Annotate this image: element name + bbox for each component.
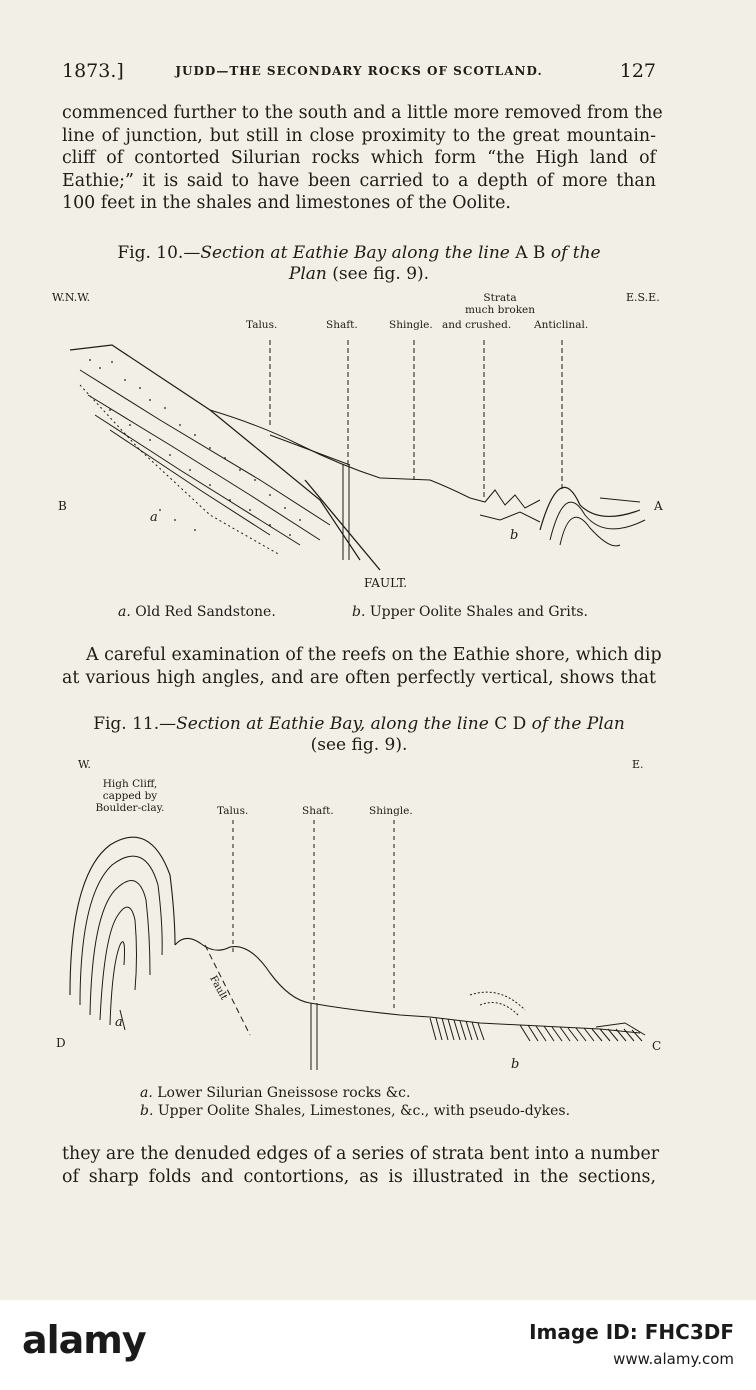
fig11-fault-label: Fault xyxy=(207,974,230,1003)
gneiss-fold xyxy=(80,856,162,1005)
fig11-legend-b-letter: b. xyxy=(140,1103,154,1119)
crushed-strata xyxy=(480,512,540,522)
fig11-label-shingle: Shingle. xyxy=(369,805,413,817)
text-line: 100 feet in the shales and limestones of the Oolite. xyxy=(62,193,511,213)
text-line: of sharp folds and contortions, as is illustrated in the sections, xyxy=(62,1166,656,1187)
paragraph-3 xyxy=(62,1143,660,1188)
fig10-caption-italic2: of the xyxy=(550,243,601,263)
fig10-legend-a-letter: a. xyxy=(118,604,131,620)
fig10-legend-b xyxy=(352,604,588,620)
bedding-line xyxy=(88,395,320,540)
fig10-strata-line3: and crushed. xyxy=(442,319,512,331)
fig10-fault-label: FAULT. xyxy=(364,576,408,590)
fig10-strata-line1: Strata xyxy=(483,292,517,304)
fig11-cliff-line1: High Cliff, xyxy=(102,778,158,790)
text-line: A careful examination of the reefs on the Eathie shore, which dip xyxy=(86,645,662,665)
fig11-label-cliff xyxy=(85,778,175,814)
anticline-fold xyxy=(550,502,645,540)
strata-line xyxy=(600,498,640,502)
fig10-legend-a xyxy=(118,604,276,620)
text-line: cliff of contorted Silurian rocks which form “the High land of xyxy=(62,148,656,168)
fig10-legend-b-letter: b. xyxy=(352,604,366,620)
text-line: Eathie;” it is said to have been carried to a depth of more than xyxy=(62,170,656,191)
header-title: JUDD—THE SECONDARY ROCKS OF SCOTLAND. xyxy=(175,64,543,78)
header-year: 1873.] xyxy=(62,60,124,82)
fig10-label-shingle: Shingle. xyxy=(389,319,433,331)
bedding-line xyxy=(95,415,300,545)
fig11-mark-b: b xyxy=(511,1057,520,1072)
running-head xyxy=(62,60,656,86)
fig11-label-shaft: Shaft. xyxy=(302,805,334,817)
fig11-direction-left: W. xyxy=(78,758,91,771)
text-line: commenced further to the south and a little more removed from the xyxy=(62,103,663,123)
figure-11-caption xyxy=(62,714,656,756)
fig11-caption-italic1: Section at Eathie Bay, along the line xyxy=(176,714,489,734)
text-line: line of junction, but still in close proximity to the great mountain- xyxy=(62,125,656,146)
gneiss-fold xyxy=(90,881,150,1015)
fig10-caption-italic1: Section at Eathie Bay along the line xyxy=(200,243,510,263)
gneiss-fold xyxy=(70,837,175,995)
ground-surface xyxy=(210,410,470,498)
text-line: they are the denuded edges of a series of strata bent into a number xyxy=(62,1144,660,1164)
fig11-legend-a xyxy=(140,1085,410,1101)
fig10-end-left: B xyxy=(58,499,67,513)
fig11-caption-letters: C D xyxy=(494,714,527,734)
fig11-cliff-line3: Boulder-clay. xyxy=(95,802,165,814)
talus-slope xyxy=(270,435,350,465)
fig10-legend-b-text: Upper Oolite Shales and Grits. xyxy=(369,604,588,620)
pseudo-dyke xyxy=(470,992,525,1010)
ground-surface xyxy=(175,938,430,1017)
fig10-legend-a-text: Old Red Sandstone. xyxy=(135,604,276,620)
pseudo-dyke xyxy=(480,1003,518,1015)
fig11-cliff-line2: capped by xyxy=(102,790,158,802)
gneiss-fold xyxy=(110,942,125,1025)
anticline-fold xyxy=(560,517,620,546)
fig10-direction-left: W.N.W. xyxy=(52,291,91,304)
fig11-caption-italic2: of the Plan xyxy=(531,714,625,734)
bedding-line xyxy=(110,430,270,535)
fig11-caption-see: (see fig. 9). xyxy=(310,735,408,755)
fig11-caption-prefix: Fig. 11.— xyxy=(93,714,177,734)
paragraph-2 xyxy=(62,644,662,689)
fig10-caption-prefix: Fig. 10.— xyxy=(117,243,201,263)
image-id: Image ID: FHC3DF xyxy=(529,1320,734,1344)
fig10-mark-b: b xyxy=(510,528,519,543)
stock-footer xyxy=(0,1300,756,1390)
fig11-end-left: D xyxy=(56,1036,66,1050)
fault-line xyxy=(205,945,250,1035)
fig10-mark-a: a xyxy=(150,510,158,525)
crushed-strata xyxy=(470,490,540,508)
fig10-strata-line2: much broken xyxy=(464,304,536,316)
fig10-label-shaft: Shaft. xyxy=(326,319,358,331)
fig11-legend-a-letter: a. xyxy=(140,1085,153,1101)
fig10-direction-right: E.S.E. xyxy=(626,291,660,304)
page-number: 127 xyxy=(619,60,656,82)
text-line: at various high angles, and are often perfectly vertical, shows that xyxy=(62,667,656,688)
fig11-legend-b xyxy=(140,1103,570,1119)
fig10-label-anticlinal: Anticlinal. xyxy=(534,319,589,331)
alamy-logo: alamy xyxy=(22,1318,146,1362)
website-url: www.alamy.com xyxy=(613,1350,734,1368)
sandstone-stipple xyxy=(89,359,301,536)
gneiss-fold xyxy=(100,907,137,1020)
fig10-label-strata xyxy=(450,292,550,316)
fig11-direction-right: E. xyxy=(632,758,644,771)
fig11-end-right: C xyxy=(652,1039,662,1053)
fig11-legend-b-text: Upper Oolite Shales, Limestones, &c., with pseudo-dykes. xyxy=(157,1103,571,1119)
bedding-line xyxy=(80,370,330,525)
figure-11-diagram xyxy=(0,815,756,1070)
fig10-caption-see: (see fig. 9). xyxy=(332,264,430,284)
gneiss-fold xyxy=(120,1010,125,1030)
fig10-caption-plan: Plan xyxy=(288,264,327,284)
figure-10-diagram xyxy=(0,330,756,575)
fig10-label-talus: Talus. xyxy=(246,319,278,331)
fig10-end-right: A xyxy=(654,499,663,513)
fig11-legend-a-text: Lower Silurian Gneissose rocks &c. xyxy=(157,1085,411,1101)
paragraph-1 xyxy=(62,102,663,215)
fig11-mark-a: a xyxy=(115,1015,123,1030)
fig11-label-talus: Talus. xyxy=(217,805,249,817)
fig10-caption-letters: A B xyxy=(515,243,546,263)
figure-10-caption xyxy=(62,243,656,285)
shore-hatching xyxy=(430,1018,642,1041)
